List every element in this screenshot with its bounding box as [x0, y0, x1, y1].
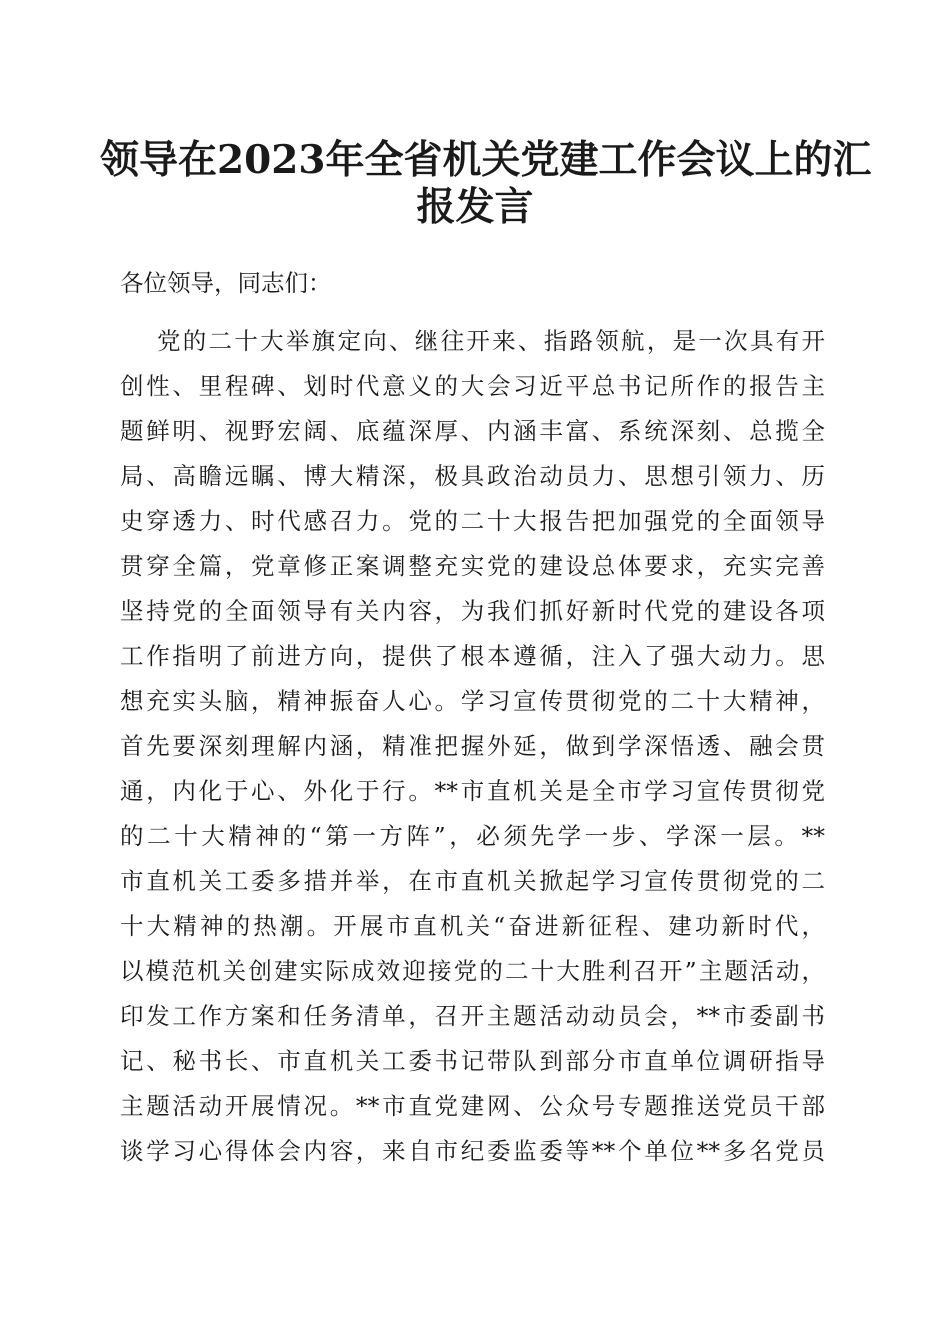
body-line: 史穿透力、时代感召力。党的二十大报告把加强党的全面领导	[120, 507, 825, 535]
body-line: 题鲜明、视野宏阔、底蕴深厚、内涵丰富、系统深刻、总揽全	[120, 417, 825, 445]
body-line: 记、秘书长、市直机关工委书记带队到部分市直单位调研指导	[120, 1047, 825, 1075]
body-line: 创性、里程碑、划时代意义的大会习近平总书记所作的报告主	[120, 372, 825, 400]
body-line: 主题活动开展情况。**市直党建网、公众号专题推送党员干部	[120, 1092, 825, 1120]
body-line: 的二十大精神的“第一方阵”，必须先学一步、学深一层。**	[120, 822, 825, 850]
body-line: 党的二十大举旗定向、继往开来、指路领航，是一次具有开	[157, 327, 825, 355]
body-line: 首先要深刻理解内涵，精准把握外延，做到学深悟透、融会贯	[120, 732, 825, 760]
body-line: 十大精神的热潮。开展市直机关“奋进新征程、建功新时代，	[120, 912, 825, 940]
body-line: 通，内化于心、外化于行。**市直机关是全市学习宣传贯彻党	[120, 777, 825, 805]
salutation: 各位领导，同志们：	[120, 269, 332, 297]
body-line: 局、高瞻远瞩、博大精深，极具政治动员力、思想引领力、历	[120, 462, 825, 490]
body-line: 贯穿全篇，党章修正案调整充实党的建设总体要求，充实完善	[120, 552, 825, 580]
document-title-line-1: 领导在2023年全省机关党建工作会议上的汇	[100, 137, 872, 183]
body-line: 印发工作方案和任务清单，召开主题活动动员会，**市委副书	[120, 1002, 825, 1030]
body-line: 市直机关工委多措并举，在市直机关掀起学习宣传贯彻党的二	[120, 867, 825, 895]
body-line: 工作指明了前进方向，提供了根本遵循，注入了强大动力。思	[120, 642, 825, 670]
body-line: 想充实头脑，精神振奋人心。学习宣传贯彻党的二十大精神，	[120, 687, 825, 715]
body-line: 坚持党的全面领导有关内容，为我们抓好新时代党的建设各项	[120, 597, 825, 625]
body-line: 以模范机关创建实际成效迎接党的二十大胜利召开”主题活动，	[120, 957, 825, 985]
document-title-line-2: 报发言	[416, 184, 534, 230]
body-line: 谈学习心得体会内容，来自市纪委监委等**个单位**多名党员	[120, 1137, 825, 1165]
